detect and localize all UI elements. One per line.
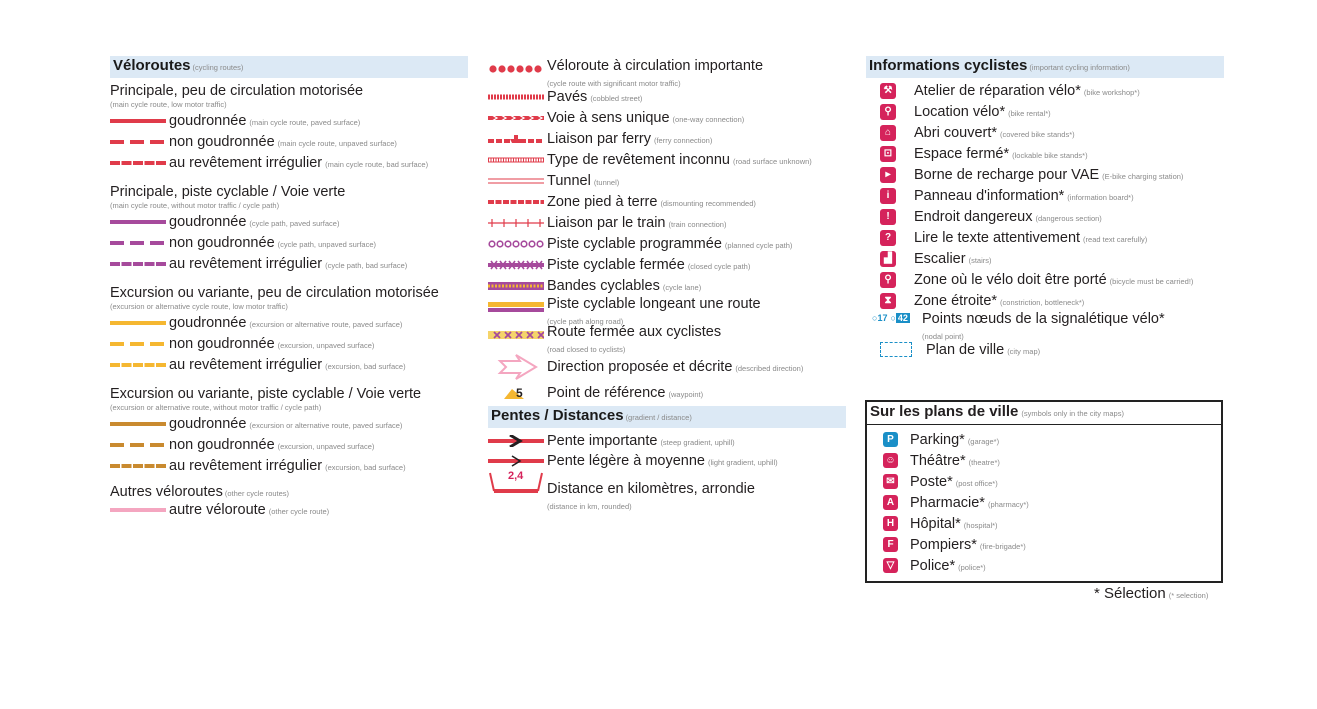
route-line-icon: [110, 462, 166, 470]
waypoint-number: 5: [516, 385, 523, 400]
legend-row: [488, 107, 846, 128]
legend-label: Véloroute à circulation importante (cycle route with significant motor traffic): [547, 58, 764, 88]
legend-row: [488, 324, 846, 352]
legend-row: [883, 555, 1221, 576]
legend-label: non goudronnée (cycle path, unpaved surface): [169, 234, 377, 251]
route-line-icon: [110, 260, 166, 268]
cycling-info-column: [866, 56, 1224, 360]
legend-row: [883, 471, 1221, 492]
section-header-gradients: [488, 406, 846, 428]
route-line-icon: [110, 420, 166, 428]
legend-row: [110, 253, 468, 274]
header-title: Informations cyclistes: [869, 57, 1028, 74]
group-title: Autres véloroutes: [110, 484, 223, 500]
dotted-red-line: [488, 63, 544, 75]
legend-row: [110, 455, 468, 476]
legend-row: [488, 382, 846, 403]
route-line-icon: [110, 319, 166, 327]
group-subtitle: (excursion or alternative route, without motor traffic / cycle path): [110, 403, 322, 412]
legend-row: [110, 333, 468, 354]
legend-label: non goudronnée (excursion, unpaved surface): [169, 335, 375, 352]
city-map-box-title: Sur les plans de ville (symbols only in the city maps): [870, 403, 1124, 420]
city-map-symbols-box: [865, 400, 1223, 583]
legend-label: Location vélo* (bike rental*): [914, 103, 1051, 120]
question-icon: ?: [880, 230, 896, 246]
route-line-icon: [110, 239, 166, 247]
legend-row: [110, 110, 468, 131]
legend-row: [488, 451, 846, 471]
train-line: [488, 217, 544, 229]
legend-row: [488, 233, 846, 254]
legend-label: Police* (police*): [910, 557, 986, 574]
legend-row: [110, 312, 468, 333]
group-title: Excursion ou variante, piste cyclable / Voie verte: [110, 386, 422, 402]
legend-row: [488, 431, 846, 451]
legend-label: Points nœuds de la signalétique vélo* (nodal point): [922, 311, 1165, 341]
narrow-icon: ⧗: [880, 293, 896, 309]
legend-label: Route fermée aux cyclistes (road closed to cyclists): [547, 324, 722, 354]
legend-row: [110, 354, 468, 375]
section-header-cycling-info: [866, 56, 1224, 78]
legend-row: [110, 413, 468, 434]
group-subtitle: (excursion or alternative cycle route, low motor traffic): [110, 302, 288, 311]
dismount-line: [488, 196, 544, 208]
legend-row: [880, 290, 1224, 311]
legend-label: Théâtre* (theatre*): [910, 452, 1000, 469]
legend-label: autre véloroute (other cycle route): [169, 502, 330, 518]
legend-row-other-route: [110, 501, 468, 519]
legend-row: [880, 269, 1224, 290]
legend-row: [110, 434, 468, 455]
bike-lock-icon: ⊡: [880, 146, 896, 162]
route-line-icon: [110, 441, 166, 449]
group-subtitle: (main cycle route, without motor traffic / cycle path): [110, 201, 280, 210]
info-board-icon: i: [880, 188, 896, 204]
legend-label: Pavés (cobbled street): [547, 88, 643, 105]
legend-row: [880, 248, 1224, 269]
carry-bike-icon: ⚲: [880, 272, 896, 288]
legend-label: goudronnée (excursion or alternative route, paved surface): [169, 415, 403, 432]
route-line-icon: [110, 340, 166, 348]
post-icon: ✉: [883, 474, 898, 489]
legend-row: [488, 212, 846, 233]
legend-row: [488, 296, 846, 324]
route-line-icon: [110, 361, 166, 369]
legend-label: Pompiers* (fire-brigade*): [910, 536, 1026, 553]
theatre-icon: ☺: [883, 453, 898, 468]
legend-label: Espace fermé* (lockable bike stands*): [914, 145, 1088, 162]
legend-row: [488, 191, 846, 212]
road-closed-line: [488, 329, 544, 341]
unknown-surface-line: [488, 154, 544, 166]
direction-arrow: [488, 353, 544, 381]
ferry-line: [488, 133, 544, 145]
route-line-icon: [110, 117, 166, 125]
legend-label: Voie à sens unique (one-way connection): [547, 109, 745, 126]
legend-label: Lire le texte attentivement (read text carefully): [914, 229, 1148, 246]
legend-label: Piste cyclable longeant une route (cycle path along road): [547, 296, 761, 326]
legend-label: Piste cyclable fermée (closed cycle path): [547, 256, 751, 273]
legend-row: [872, 311, 1224, 341]
header-title: Véloroutes: [113, 57, 191, 74]
legend-row: [880, 164, 1224, 185]
legend-row: [110, 232, 468, 253]
route-group: [110, 82, 468, 173]
legend-row: [488, 275, 846, 296]
pharmacy-icon: A: [883, 495, 898, 510]
header-title: Pentes / Distances: [491, 407, 624, 424]
legend-label: Point de référence (waypoint): [547, 384, 704, 401]
oneway-line: [488, 112, 544, 124]
header-note: (gradient / distance): [625, 413, 692, 422]
legend-label: au revêtement irrégulier (cycle path, bad surface): [169, 255, 408, 272]
legend-row: [488, 170, 846, 191]
header-note: (important cycling information): [1029, 63, 1130, 72]
legend-row: [488, 149, 846, 170]
stairs-icon: ▟: [880, 251, 896, 267]
node-icon: ○ 17 ○ 42: [872, 313, 908, 323]
legend-label: goudronnée (main cycle route, paved surface): [169, 112, 361, 129]
route-group: [110, 385, 468, 476]
fire-icon: F: [883, 537, 898, 552]
legend-label: Liaison par le train (train connection): [547, 214, 727, 231]
tunnel-line: [488, 175, 544, 187]
cycling-routes-column: [110, 56, 468, 519]
group-subtitle: (main cycle route, low motor traffic): [110, 100, 227, 109]
legend-row: [883, 492, 1221, 513]
legend-row: [880, 227, 1224, 248]
waypoint: [488, 387, 544, 399]
legend-label: Escalier (stairs): [914, 250, 992, 267]
cobble-line: [488, 91, 544, 103]
legend-label: Zone étroite* (constriction, bottleneck*): [914, 292, 1085, 309]
legend-label: Poste* (post office*): [910, 473, 998, 490]
bike-rental-icon: ⚲: [880, 104, 896, 120]
section-header-cycling-routes: [110, 56, 468, 78]
legend-label: Tunnel (tunnel): [547, 172, 620, 189]
light-gradient-icon: [488, 455, 544, 467]
legend-label: Pharmacie* (pharmacy*): [910, 494, 1029, 511]
group-note: (other cycle routes): [224, 489, 290, 498]
route-line-icon: [110, 138, 166, 146]
selection-footnote: * Sélection (* selection): [1094, 585, 1209, 602]
legend-label: Parking* (garage*): [910, 431, 1000, 448]
group-title: Excursion ou variante, peu de circulation motorisée: [110, 285, 439, 301]
parking-icon: P: [883, 432, 898, 447]
legend-label: Pente légère à moyenne (light gradient, uphill): [547, 453, 778, 469]
legend-label: Hôpital* (hospital*): [910, 515, 998, 532]
legend-row: [488, 352, 846, 382]
legend-label: Direction proposée et décrite (described direction): [547, 359, 804, 375]
legend-label: au revêtement irrégulier (main cycle route, bad surface): [169, 154, 429, 171]
route-line-icon: [110, 159, 166, 167]
legend-row: [880, 185, 1224, 206]
legend-label: non goudronnée (main cycle route, unpaved surface): [169, 133, 397, 150]
city-map-icon: [880, 342, 912, 357]
legend-row: [488, 58, 846, 86]
other-route-line-icon: [110, 506, 166, 514]
legend-label: au revêtement irrégulier (excursion, bad surface): [169, 356, 406, 373]
legend-label: Piste cyclable programmée (planned cycle path): [547, 235, 793, 252]
legend-label: Liaison par ferry (ferry connection): [547, 130, 713, 147]
legend-label: Zone où le vélo doit être porté (bicycle must be carried!): [914, 271, 1194, 288]
legend-row: [110, 152, 468, 173]
legend-row: [110, 131, 468, 152]
police-icon: ▽: [883, 558, 898, 573]
group-title: Principale, piste cyclable / Voie verte: [110, 184, 346, 200]
steep-gradient-icon: [488, 435, 544, 447]
legend-row: [883, 450, 1221, 471]
legend-row: [110, 211, 468, 232]
legend-row: [880, 80, 1224, 101]
planned-line: [488, 238, 544, 250]
legend-label: Type de revêtement inconnu (road surface unknown): [547, 151, 812, 168]
route-group: [110, 284, 468, 375]
other-routes-group: [110, 483, 468, 519]
warning-icon: !: [880, 209, 896, 225]
bike-shelter-icon: ⌂: [880, 125, 896, 141]
legend-row: [883, 513, 1221, 534]
legend-row: [883, 534, 1221, 555]
charging-icon: ▸: [880, 167, 896, 183]
legend-label: Abri couvert* (covered bike stands*): [914, 124, 1075, 141]
legend-label: goudronnée (cycle path, paved surface): [169, 213, 340, 230]
closed-line: [488, 259, 544, 271]
legend-label: au revêtement irrégulier (excursion, bad surface): [169, 457, 406, 474]
legend-label: Distance en kilomètres, arrondie (distance in km, rounded): [547, 481, 755, 511]
cycle-lane-line: [488, 280, 544, 292]
legend-label: goudronnée (excursion or alternative route, paved surface): [169, 314, 403, 331]
route-line-icon: [110, 218, 166, 226]
legend-label: Atelier de réparation vélo* (bike workshop*): [914, 82, 1140, 99]
header-note: (cycling routes): [192, 63, 244, 72]
legend-row: [488, 128, 846, 149]
legend-row: [880, 143, 1224, 164]
route-group: [110, 183, 468, 274]
legend-row: [880, 122, 1224, 143]
legend-label: non goudronnée (excursion, unpaved surface): [169, 436, 375, 453]
legend-label: Panneau d'information* (information board*): [914, 187, 1134, 204]
legend-row: [880, 101, 1224, 122]
legend-row: [880, 206, 1224, 227]
legend-label: Zone pied à terre (dismounting recommended): [547, 193, 756, 210]
line-symbols-column: [488, 58, 846, 511]
hospital-icon: H: [883, 516, 898, 531]
legend-label: Borne de recharge pour VAE (E-bike charging station): [914, 166, 1184, 183]
distance-value: 2,4: [508, 470, 524, 482]
legend-label: Endroit dangereux (dangerous section): [914, 208, 1102, 225]
legend-label: Plan de ville (city map): [926, 341, 1041, 358]
legend-label: Pente importante (steep gradient, uphill): [547, 433, 735, 449]
legend-row: [488, 254, 846, 275]
legend-label: Bandes cyclables (cycle lane): [547, 277, 702, 294]
distance-icon: [488, 471, 544, 497]
wrench-icon: ⚒: [880, 83, 896, 99]
legend-row: [488, 470, 846, 511]
legend-row: [883, 429, 1221, 450]
road-path-line: [488, 301, 544, 313]
group-title: Principale, peu de circulation motorisée: [110, 83, 364, 99]
